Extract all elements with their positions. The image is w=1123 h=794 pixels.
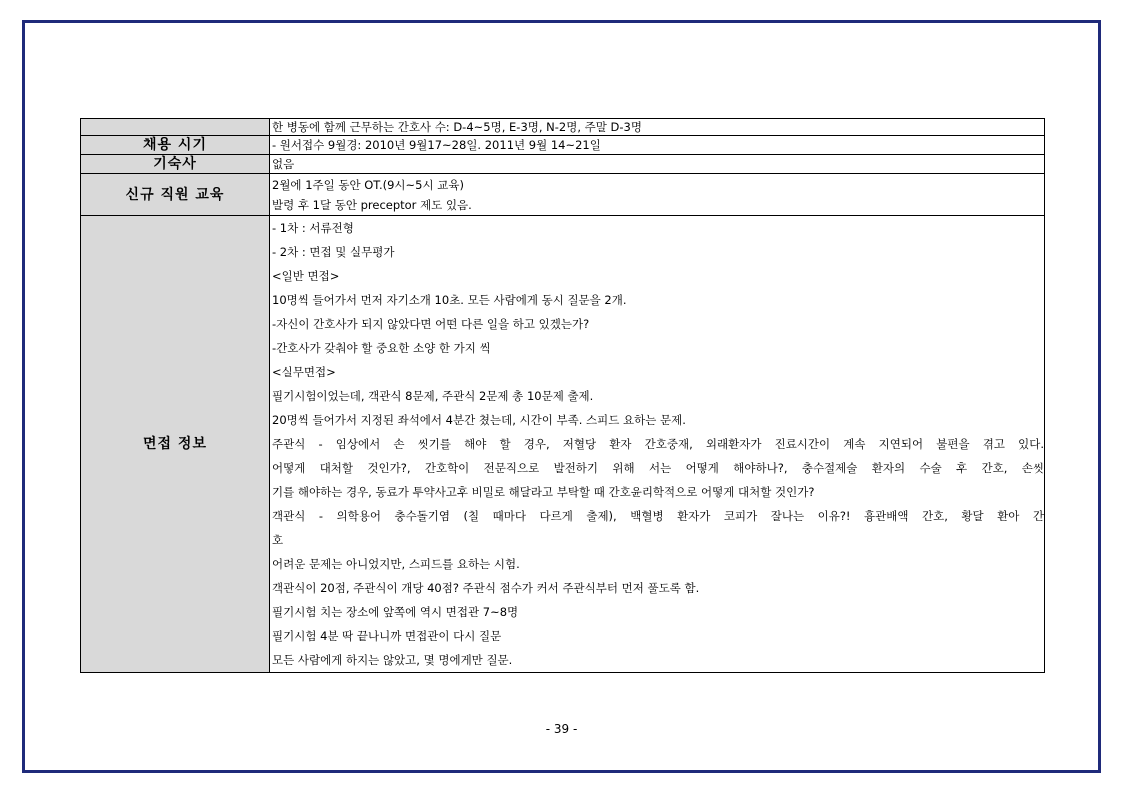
table-row bbox=[81, 155, 1045, 174]
table-row bbox=[81, 119, 1045, 136]
interview-line: - 2차 : 면접 및 실무평가 bbox=[272, 245, 395, 259]
row-label-dormitory: 기숙사 bbox=[81, 155, 270, 174]
interview-line: 모든 사람에게 하지는 않았고, 몇 명에게만 질문. bbox=[272, 653, 513, 667]
training-line: 발령 후 1달 동안 preceptor 제도 있음. bbox=[272, 197, 472, 212]
training-info-cell bbox=[270, 174, 1045, 216]
table-row bbox=[81, 136, 1045, 155]
interview-line: 필기시험 치는 장소에 앞쪽에 역시 면접관 7~8명 bbox=[272, 605, 519, 619]
dormitory-text: 없음 bbox=[270, 155, 1045, 174]
table-row bbox=[81, 216, 1045, 673]
interview-line: 기를 해야하는 경우, 동료가 투약사고후 비밀로 해달라고 부탁할 때 간호윤리학적으로 어떻게 대처할 것인가? bbox=[272, 485, 815, 499]
interview-line: 필기시험 4분 딱 끝나니까 면접관이 다시 질문 bbox=[272, 629, 502, 643]
training-line: 2월에 1주일 동안 OT.(9시~5시 교육) bbox=[272, 177, 464, 192]
interview-line: 어떻게 대처할 것인가?, 간호학이 전문직으로 발전하기 위해 서는 어떻게 해야하나?, 충수절제술 환자의 수술 후 간호, 손씻 bbox=[272, 461, 1044, 475]
row-label-interview-info: 면접 정보 bbox=[81, 216, 270, 673]
interview-line: 필기시험이었는데, 객관식 8문제, 주관식 2문제 총 10문제 출제. bbox=[272, 389, 594, 403]
interview-line: -자신이 간호사가 되지 않았다면 어떤 다른 일을 하고 있겠는가? bbox=[272, 317, 590, 331]
interview-line: <일반 면접> bbox=[272, 269, 340, 283]
interview-line: 주관식 - 임상에서 손 씻기를 해야 할 경우, 저혈당 환자 간호중재, 외래환자가 진료시간이 계속 지연되어 불편을 겪고 있다. bbox=[272, 437, 1044, 451]
hiring-period-text: - 원서접수 9월경: 2010년 9월17~28일. 2011년 9월 14~21일 bbox=[270, 136, 1045, 155]
nurse-staffing-text: 한 병동에 함께 근무하는 간호사 수: D-4~5명, E-3명, N-2명, 주말 D-3명 bbox=[270, 119, 1045, 136]
row-label-empty bbox=[81, 119, 270, 136]
interview-line: 20명씩 들어가서 지정된 좌석에서 4분간 쳤는데, 시간이 부족. 스피드 요하는 문제. bbox=[272, 413, 686, 427]
interview-line: -간호사가 갖춰야 할 중요한 소양 한 가지 씩 bbox=[272, 341, 491, 355]
row-label-hiring-period: 채용 시기 bbox=[81, 136, 270, 155]
interview-line: <실무면접> bbox=[272, 365, 336, 379]
interview-line: 객관식 - 의학용어 충수돌기염 (칠 때마다 다르게 출제), 백혈병 환자가 코피가 잘나는 이유?! 흉관배액 간호, 황달 환아 간 bbox=[272, 509, 1044, 523]
recruitment-info-table bbox=[80, 118, 1045, 673]
interview-line: 10명씩 들어가서 먼저 자기소개 10초. 모든 사람에게 동시 질문을 2개. bbox=[272, 293, 627, 307]
row-label-new-staff-training: 신규 직원 교육 bbox=[81, 174, 270, 216]
table-row bbox=[81, 174, 1045, 216]
interview-line: - 1차 : 서류전형 bbox=[272, 221, 354, 235]
interview-info-cell bbox=[270, 216, 1045, 673]
interview-line: 호 bbox=[272, 533, 284, 547]
interview-line: 객관식이 20점, 주관식이 개당 40점? 주관식 점수가 커서 주관식부터 먼저 풀도록 함. bbox=[272, 581, 700, 595]
page-number: - 39 - bbox=[545, 722, 578, 736]
interview-line: 어려운 문제는 아니었지만, 스피드를 요하는 시험. bbox=[272, 557, 520, 571]
